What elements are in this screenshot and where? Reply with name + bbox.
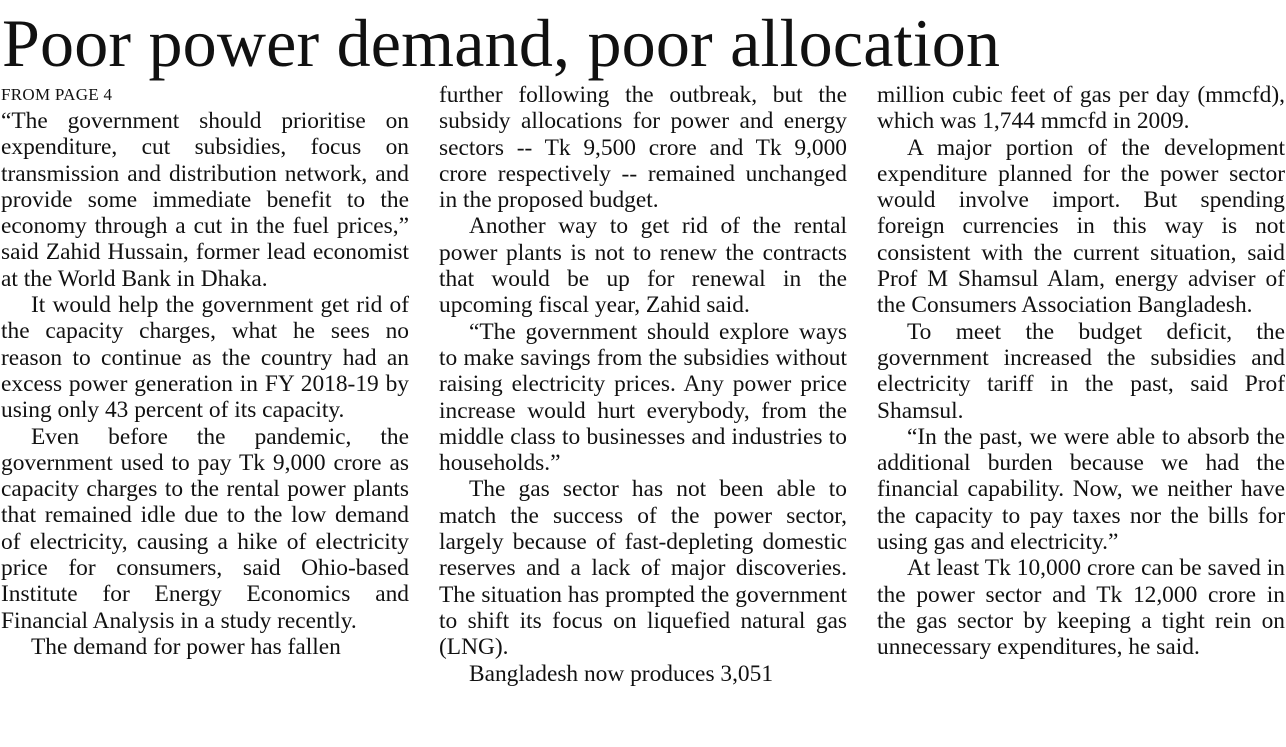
paragraph: further following the outbreak, but the subsidy allocations for power and energy sectors -- Tk 9,500 crore and Tk 9,000 crore respectively -- remained unchanged in the proposed budget. [439,82,847,214]
paragraph: “The government should prioritise on expenditure, cut subsidies, focus on transmission and distribution network, and provide some immediate benefit to the economy through a cut in the fuel prices,” said Zahid Hussain, former lead economist at the World Bank in Dhaka. [1,108,409,292]
paragraph: At least Tk 10,000 crore can be saved in the power sector and Tk 12,000 crore in the gas sector by keeping a tight rein on unnecessary expenditures, he said. [877,555,1285,661]
paragraph: million cubic feet of gas per day (mmcfd), which was 1,744 mmcfd in 2009. [877,82,1285,135]
jump-line: FROM PAGE 4 [1,85,113,104]
paragraph: It would help the government get rid of the capacity charges, what he sees no reason to continue as the country had an excess power generation in FY 2018-19 by using only 43 percent of its capacity. [1,292,409,424]
article-column-2 [439,82,847,747]
paragraph: “The government should explore ways to make savings from the subsidies without raising electricity prices. Any power price increase would hurt everybody, from the middle class to businesses and industries to households.” [439,318,847,477]
paragraph: Even before the pandemic, the government used to pay Tk 9,000 crore as capacity charges to the rental power plants that remained idle due to the low demand of electricity, causing a hike of electricity price for consumers, said Ohio-based Institute for Energy Economics and Financial Analysis in a study recently. [1,423,409,634]
paragraph: To meet the budget deficit, the government increased the subsidies and electricity tariff in the past, said Prof Shamsul. [877,318,1285,424]
paragraph: Bangladesh now produces 3,051 [469,660,774,687]
article-column-3 [877,82,1285,747]
paragraph: A major portion of the development expenditure planned for the power sector would involve import. But spending foreign currencies in this way is not consistent with the current situation, said Prof M Shamsul Alam, energy adviser of the Consumers Association Bangladesh. [877,134,1285,319]
paragraph: The demand for power has fallen [31,633,341,660]
headline: Poor power demand, poor allocation [2,5,1001,81]
paragraph: Another way to get rid of the rental power plants is not to renew the contracts that would be up for renewal in the upcoming fiscal year, Zahid said. [439,213,847,319]
article-column-1 [1,82,409,747]
paragraph: “In the past, we were able to absorb the additional burden because we had the financial capability. Now, we neither have the capacity to pay taxes nor the bills for using gas and electricity.” [877,423,1285,556]
paragraph: The gas sector has not been able to match the success of the power sector, largely because of fast-depleting domestic reserves and a lack of major discoveries. The situation has prompted the government to shift its focus on liquefied natural gas (LNG). [439,476,847,661]
